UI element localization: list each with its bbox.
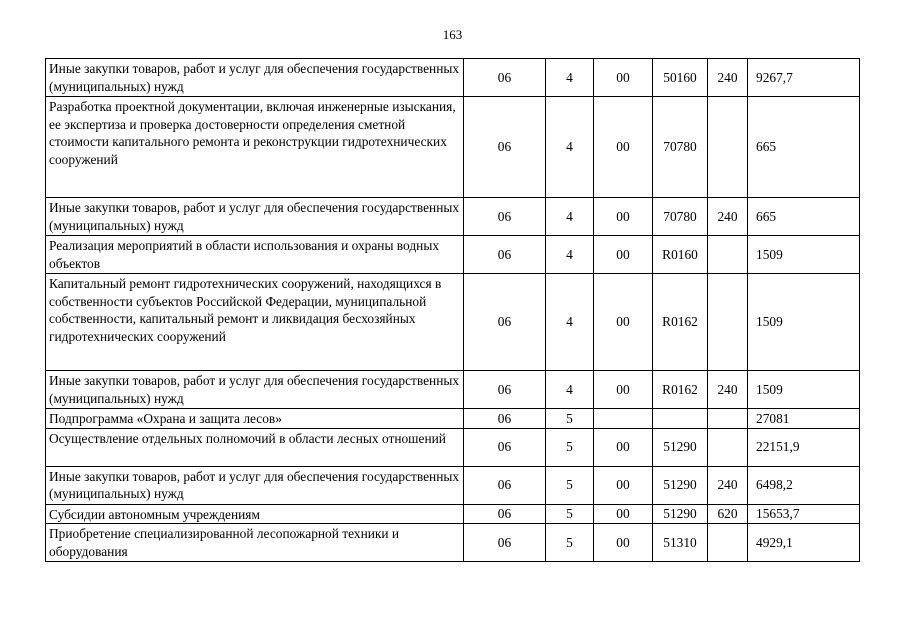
row-expense-type	[708, 409, 748, 429]
budget-table	[45, 58, 860, 562]
table-row	[46, 198, 860, 236]
row-sum: 1509	[748, 371, 860, 409]
row-code-part1	[594, 409, 653, 429]
row-sum: 9267,7	[748, 59, 860, 97]
row-expense-type	[708, 274, 748, 371]
row-section: 06	[464, 274, 546, 371]
row-subsection: 5	[546, 504, 594, 524]
row-code-part2: 51290	[653, 466, 708, 504]
row-code-part2: R0160	[653, 236, 708, 274]
row-name: Осуществление отдельных полномочий в области лесных отношений	[46, 428, 464, 466]
row-section: 06	[464, 524, 546, 562]
row-code-part1: 00	[594, 428, 653, 466]
row-expense-type: 620	[708, 504, 748, 524]
row-name: Иные закупки товаров, работ и услуг для обеспечения государственных (муниципальных) нужд	[46, 371, 464, 409]
row-code-part1: 00	[594, 59, 653, 97]
row-section: 06	[464, 236, 546, 274]
row-subsection: 5	[546, 466, 594, 504]
row-expense-type: 240	[708, 371, 748, 409]
row-name: Приобретение специализированной лесопожарной техники и оборудования	[46, 524, 464, 562]
row-sum: 665	[748, 198, 860, 236]
row-section: 06	[464, 504, 546, 524]
row-subsection: 4	[546, 198, 594, 236]
row-expense-type: 240	[708, 59, 748, 97]
row-code-part1: 00	[594, 371, 653, 409]
row-section: 06	[464, 97, 546, 198]
row-code-part2: 51310	[653, 524, 708, 562]
row-section: 06	[464, 428, 546, 466]
row-sum: 6498,2	[748, 466, 860, 504]
row-code-part1: 00	[594, 97, 653, 198]
row-code-part2: 70780	[653, 198, 708, 236]
row-name: Иные закупки товаров, работ и услуг для обеспечения государственных (муниципальных) нужд	[46, 466, 464, 504]
row-section: 06	[464, 466, 546, 504]
row-sum: 665	[748, 97, 860, 198]
row-subsection: 5	[546, 428, 594, 466]
row-code-part2: R0162	[653, 371, 708, 409]
row-name: Разработка проектной документации, включая инженерные изыскания, ее экспертиза и проверка достоверности определения сметной стоимости капитального ремонта и реконструкции гидротехнических сооружений	[46, 97, 464, 198]
row-code-part1: 00	[594, 524, 653, 562]
row-subsection: 5	[546, 524, 594, 562]
table-row	[46, 428, 860, 466]
row-name: Субсидии автономным учреждениям	[46, 504, 464, 524]
row-section: 06	[464, 198, 546, 236]
row-name: Капитальный ремонт гидротехнических сооружений, находящихся в собственности субъектов Российской Федерации, муниципальной собственности, капитальный ремонт и ликвидация бесхозяйных гидротехнических сооружений	[46, 274, 464, 371]
table-row	[46, 59, 860, 97]
table-row	[46, 97, 860, 198]
row-sum: 4929,1	[748, 524, 860, 562]
row-code-part1: 00	[594, 198, 653, 236]
row-sum: 1509	[748, 236, 860, 274]
row-subsection: 4	[546, 97, 594, 198]
row-sum: 1509	[748, 274, 860, 371]
row-code-part2: 70780	[653, 97, 708, 198]
table-row	[46, 371, 860, 409]
row-section: 06	[464, 371, 546, 409]
row-sum: 27081	[748, 409, 860, 429]
row-expense-type	[708, 428, 748, 466]
row-subsection: 4	[546, 59, 594, 97]
row-subsection: 4	[546, 236, 594, 274]
row-code-part1: 00	[594, 236, 653, 274]
table-row	[46, 504, 860, 524]
table-row	[46, 236, 860, 274]
row-sum: 15653,7	[748, 504, 860, 524]
row-sum: 22151,9	[748, 428, 860, 466]
row-code-part1: 00	[594, 274, 653, 371]
row-expense-type	[708, 524, 748, 562]
row-section: 06	[464, 59, 546, 97]
table-row	[46, 409, 860, 429]
page-number: 163	[442, 27, 463, 42]
table-row	[46, 466, 860, 504]
row-name: Подпрограмма «Охрана и защита лесов»	[46, 409, 464, 429]
row-code-part2: 51290	[653, 504, 708, 524]
row-code-part2: 50160	[653, 59, 708, 97]
table-row	[46, 524, 860, 562]
row-subsection: 4	[546, 371, 594, 409]
row-code-part1: 00	[594, 504, 653, 524]
row-code-part1: 00	[594, 466, 653, 504]
row-code-part2	[653, 409, 708, 429]
row-name: Иные закупки товаров, работ и услуг для обеспечения государственных (муниципальных) нужд	[46, 59, 464, 97]
row-name: Реализация мероприятий в области использования и охраны водных объектов	[46, 236, 464, 274]
row-expense-type	[708, 236, 748, 274]
row-expense-type: 240	[708, 466, 748, 504]
row-subsection: 5	[546, 409, 594, 429]
row-section: 06	[464, 409, 546, 429]
row-subsection: 4	[546, 274, 594, 371]
row-expense-type	[708, 97, 748, 198]
row-name: Иные закупки товаров, работ и услуг для обеспечения государственных (муниципальных) нужд	[46, 198, 464, 236]
row-expense-type: 240	[708, 198, 748, 236]
row-code-part2: 51290	[653, 428, 708, 466]
row-code-part2: R0162	[653, 274, 708, 371]
table-row	[46, 274, 860, 371]
